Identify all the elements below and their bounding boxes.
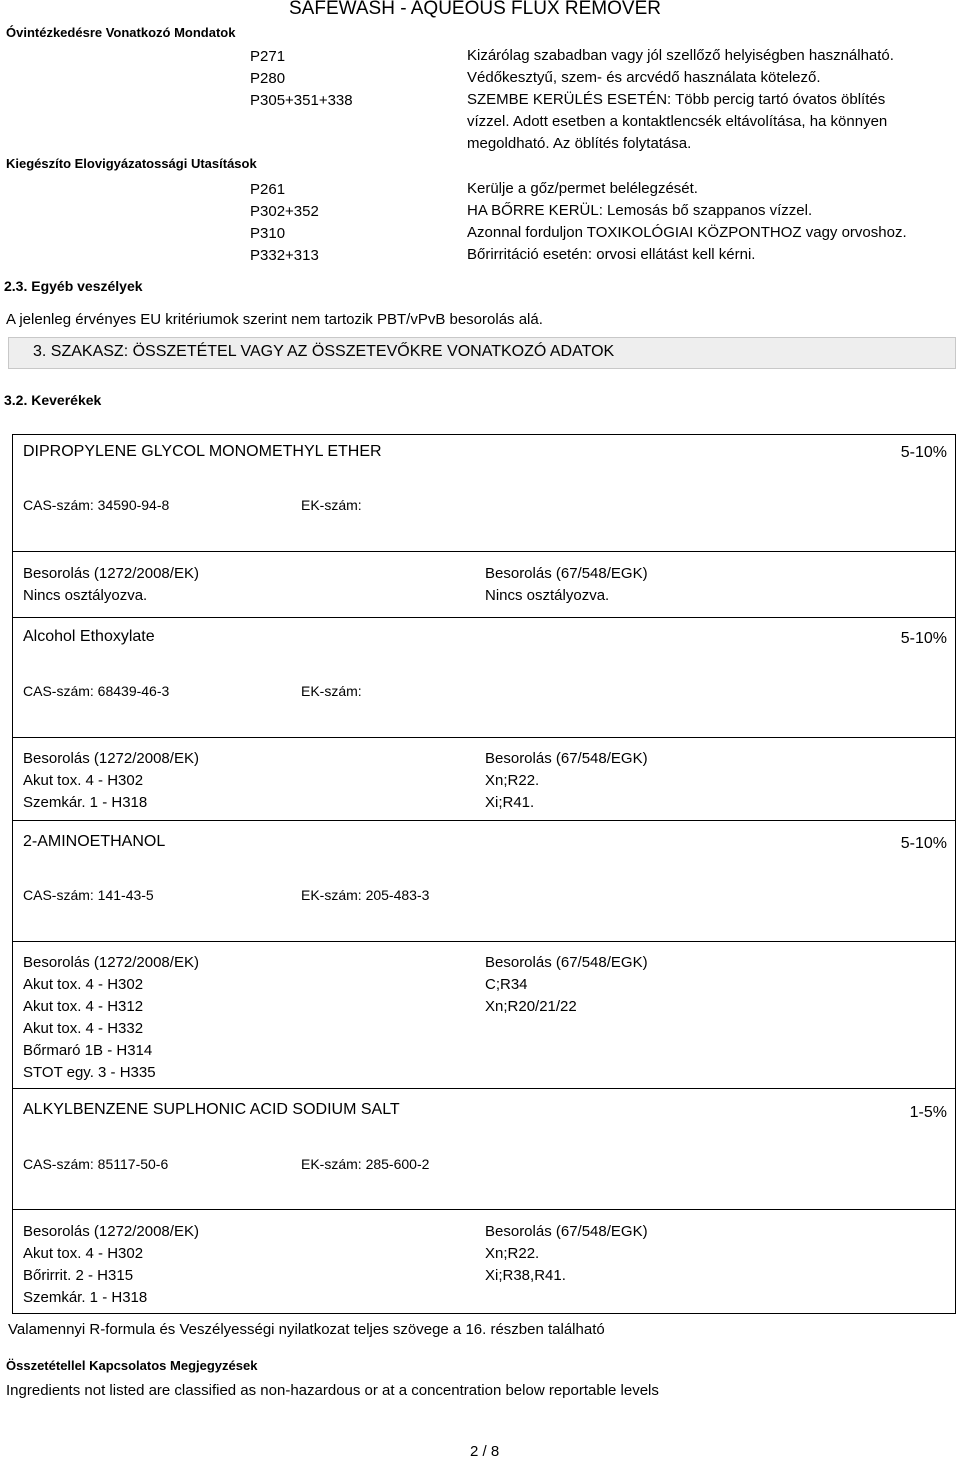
- prevention-label: Óvintézkedésre Vonatkozó Mondatok: [6, 25, 236, 40]
- classification-line: Xi;R38,R41.: [485, 1267, 566, 1284]
- classification-line: C;R34: [485, 976, 528, 993]
- ek-number: EK-szám: 205-483-3: [301, 887, 430, 903]
- row-divider: [12, 941, 956, 942]
- classification-line: Besorolás (1272/2008/EK): [23, 565, 199, 582]
- mixtures-subheading: 3.2. Keverékek: [4, 392, 102, 408]
- p-text: Kizárólag szabadban vagy jól szellőző helyiségben használható.: [467, 47, 894, 64]
- table-left-border: [12, 434, 13, 1314]
- component-concentration: 5-10%: [900, 630, 947, 647]
- p-text: Bőrirritáció esetén: orvosi ellátást kell kérni.: [467, 246, 756, 263]
- classification-line: Bőrirrit. 2 - H315: [23, 1267, 134, 1284]
- composition-comments-heading: Összetétellel Kapcsolatos Megjegyzések: [6, 1358, 258, 1373]
- classification-line: Nincs osztályozva.: [23, 587, 148, 604]
- row-divider: [12, 1209, 956, 1210]
- supplementary-label: Kiegészíto Elovigyázatossági Utasítások: [6, 156, 257, 171]
- ek-number: EK-szám:: [301, 497, 362, 513]
- component-name: DIPROPYLENE GLYCOL MONOMETHYL ETHER: [23, 443, 382, 460]
- dsd-classification: [485, 952, 648, 1018]
- page-number: 2 / 8: [470, 1443, 500, 1460]
- p-text: HA BŐRRE KERÜL: Lemosás bő szappanos vízzel.: [467, 202, 813, 219]
- clp-classification: [23, 952, 199, 1084]
- classification-line: Akut tox. 4 - H302: [23, 1245, 144, 1262]
- clp-classification: [23, 748, 199, 814]
- p-code: P271: [250, 48, 286, 65]
- row-divider: [12, 617, 956, 618]
- row-divider: [12, 737, 956, 738]
- p-text: Védőkesztyű, szem- és arcvédő használata kötelező.: [467, 69, 821, 86]
- dsd-classification: [485, 1221, 648, 1287]
- document-title: SAFEWASH - AQUEOUS FLUX REMOVER: [289, 0, 661, 19]
- p-text: Azonnal forduljon TOXIKOLÓGIAI KÖZPONTHOZ vagy orvoshoz.: [467, 224, 907, 241]
- classification-line: Akut tox. 4 - H302: [23, 976, 144, 993]
- ek-number: EK-szám: 285-600-2: [301, 1156, 430, 1172]
- cas-number: CAS-szám: 34590-94-8: [23, 497, 170, 513]
- row-divider: [12, 1088, 956, 1089]
- classification-line: STOT egy. 3 - H335: [23, 1064, 156, 1081]
- p-text-continued: megoldható. Az öblítés folytatása.: [467, 135, 692, 152]
- classification-line: Szemkár. 1 - H318: [23, 1289, 148, 1306]
- p-text-continued: vízzel. Adott esetben a kontaktlencsék eltávolítása, ha könnyen: [467, 113, 888, 130]
- table-bottom-border: [12, 1313, 956, 1314]
- component-name: 2-AMINOETHANOL: [23, 833, 166, 850]
- classification-line: Szemkár. 1 - H318: [23, 794, 148, 811]
- cas-number: CAS-szám: 68439-46-3: [23, 683, 170, 699]
- classification-line: Besorolás (1272/2008/EK): [23, 1223, 199, 1240]
- r-phrases-note: Valamennyi R-formula és Veszélyességi nyilatkozat teljes szövege a 16. részben található: [8, 1321, 605, 1338]
- other-hazards-text: A jelenleg érvényes EU kritériumok szerint nem tartozik PBT/vPvB besorolás alá.: [6, 311, 543, 328]
- dsd-classification: [485, 748, 648, 814]
- cas-number: CAS-szám: 85117-50-6: [23, 1156, 169, 1172]
- cas-number: CAS-szám: 141-43-5: [23, 887, 154, 903]
- clp-classification: [23, 1221, 199, 1309]
- table-right-border: [955, 434, 956, 1314]
- classification-line: Besorolás (1272/2008/EK): [23, 954, 199, 971]
- p-code: P310: [250, 225, 286, 242]
- component-concentration: 5-10%: [900, 835, 947, 852]
- p-code: P261: [250, 181, 286, 198]
- p-code: P280: [250, 70, 286, 87]
- row-divider: [12, 820, 956, 821]
- p-code: P302+352: [250, 203, 319, 220]
- classification-line: Xi;R41.: [485, 794, 535, 811]
- classification-line: Xn;R20/21/22: [485, 998, 577, 1015]
- classification-line: Akut tox. 4 - H312: [23, 998, 144, 1015]
- classification-line: Xn;R22.: [485, 772, 540, 789]
- classification-line: Akut tox. 4 - H332: [23, 1020, 144, 1037]
- classification-line: Nincs osztályozva.: [485, 587, 610, 604]
- component-name: ALKYLBENZENE SUPLHONIC ACID SODIUM SALT: [23, 1101, 400, 1118]
- section3-title: 3. SZAKASZ: ÖSSZETÉTEL VAGY AZ ÖSSZETEVŐKRE VONATKOZÓ ADATOK: [33, 343, 615, 360]
- p-text: Kerülje a gőz/permet belélegzését.: [467, 180, 698, 197]
- clp-classification: [23, 563, 199, 607]
- classification-line: Akut tox. 4 - H302: [23, 772, 144, 789]
- ek-number: EK-szám:: [301, 683, 362, 699]
- component-name: Alcohol Ethoxylate: [23, 628, 155, 645]
- component-concentration: 5-10%: [900, 444, 947, 461]
- row-divider: [12, 551, 956, 552]
- p-text: SZEMBE KERÜLÉS ESETÉN: Több percig tartó óvatos öblítés: [467, 91, 886, 108]
- classification-line: Besorolás (67/548/EGK): [485, 750, 648, 767]
- classification-line: Besorolás (67/548/EGK): [485, 954, 648, 971]
- p-code: P305+351+338: [250, 92, 353, 109]
- classification-line: Besorolás (67/548/EGK): [485, 565, 648, 582]
- classification-line: Besorolás (67/548/EGK): [485, 1223, 648, 1240]
- table-top-border: [12, 434, 956, 435]
- classification-line: Xn;R22.: [485, 1245, 540, 1262]
- classification-line: Bőrmaró 1B - H314: [23, 1042, 153, 1059]
- dsd-classification: [485, 563, 648, 607]
- classification-line: Besorolás (1272/2008/EK): [23, 750, 199, 767]
- composition-comments-text: Ingredients not listed are classified as non-hazardous or at a concentration below reportable levels: [6, 1382, 659, 1399]
- other-hazards-heading: 2.3. Egyéb veszélyek: [4, 278, 143, 294]
- component-concentration: 1-5%: [909, 1104, 947, 1121]
- p-code: P332+313: [250, 247, 319, 264]
